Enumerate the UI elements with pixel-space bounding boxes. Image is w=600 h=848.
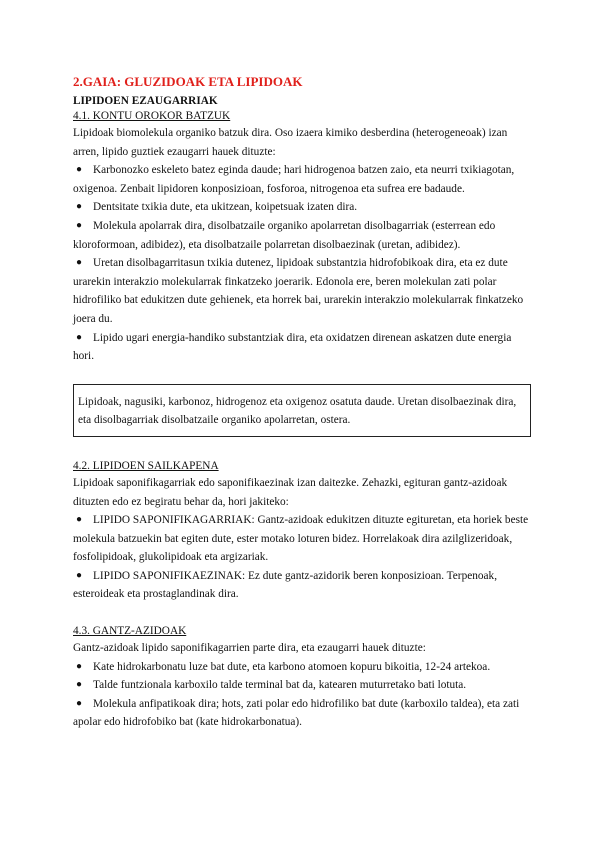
topic-subtitle: LIPIDOEN EZAUGARRIAK xyxy=(73,95,218,107)
section-intro-classification: Lipidoak saponifikagarriak edo saponifikaezinak izan daitezke. Zehazki, egituran gantz-azidoak dituzten edo ez begiratu behar da, hori jakiteko: xyxy=(73,476,508,508)
list-item: ● Talde funtzionala karboxilo talde terminal bat da, katearen muturretako bati lotuta. xyxy=(73,676,529,695)
section-heading-general: 4.1. KONTU OROKOR BATZUK xyxy=(73,110,231,122)
list-item: ● Molekula apolarrak dira, disolbatzaile organiko apolarretan disolbagarriak (esterrean edo kloroformoan, adibidez), eta disolbatzaile polarretan disolbaezinak (uretan, adibidez). xyxy=(73,217,529,254)
bullet-icon: ● xyxy=(76,569,83,581)
bullet-icon: ● xyxy=(76,257,83,269)
list-item: ● Karbonozko eskeleto batez eginda daude; hari hidrogenoa batzen zaio, eta neurri txikiagotan, oxigenoa. Zenbait lipidoren konposizioan, fosforoa, nitrogenoa eta sufrea ere badaude. xyxy=(73,161,529,198)
bullet-list-classification xyxy=(73,511,529,604)
summary-box: Lipidoak, nagusiki, karbonoz, hidrogenoz eta oxigenoz osatuta daude. Uretan disolbaezinak dira, eta disolbagarriak disolbatzaile organiko apolarretan, ostera. xyxy=(73,384,531,437)
bullet-icon: ● xyxy=(76,201,83,213)
bullet-icon: ● xyxy=(76,660,83,672)
list-item: ● Lipido ugari energia-handiko substantziak dira, eta oxidatzen direnean askatzen dute energia hori. xyxy=(73,329,529,366)
list-item: ● LIPIDO SAPONIFIKAGARRIAK: Gantz-azidoak edukitzen dituzte egituretan, eta horiek beste molekula batzuekin bat egiten dute, ester motako loturen bidez. Horrelakoak dira azilglizeridoak, fosfolipidoak, glukolipidoak eta argizariak. xyxy=(73,511,529,567)
bullet-list-general xyxy=(73,161,529,366)
chapter-title: 2.GAIA: GLUZIDOAK ETA LIPIDOAK xyxy=(73,74,303,89)
bullet-icon: ● xyxy=(76,164,83,176)
list-item: ● Molekula anfipatikoak dira; hots, zati polar edo hidrofiliko bat dute (karboxilo taldea), eta zati apolar edo hidrofobiko bat (kate hidrokarbonatua). xyxy=(73,695,529,732)
bullet-list-fatty-acids xyxy=(73,658,529,732)
list-item: ● Dentsitate txikia dute, eta ukitzean, koipetsuak izaten dira. xyxy=(73,198,529,217)
bullet-icon: ● xyxy=(76,331,83,343)
bullet-icon: ● xyxy=(76,219,83,231)
spacer xyxy=(73,604,529,624)
list-item: ● Uretan disolbagarritasun txikia dutenez, lipidoak substantzia hidrofobikoak dira, eta ez dute urarekin interakzio molekularrak finkatzeko joerarik. Edonola ere, beren molekulan zati polar hidrofiliko bat edukitzen dute gehienek, eta horrek bai, urarekin interakzio molekularrak finkatzeko joera du. xyxy=(73,254,529,328)
spacer xyxy=(73,437,529,459)
document-content xyxy=(73,74,529,732)
list-item: ● LIPIDO SAPONIFIKAEZINAK: Ez dute gantz-azidorik beren konposizioan. Terpenoak, esteroideak eta prostaglandinak dira. xyxy=(73,567,529,604)
bullet-icon: ● xyxy=(76,697,83,709)
section-heading-fatty-acids: 4.3. GANTZ-AZIDOAK xyxy=(73,625,187,638)
section-heading-classification: 4.2. LIPIDOEN SAILKAPENA xyxy=(73,459,219,472)
list-item: ● Kate hidrokarbonatu luze bat dute, eta karbono atomoen kopuru bikoitia, 12-24 artekoa. xyxy=(73,658,529,677)
bullet-icon: ● xyxy=(76,514,83,526)
section-intro-general: Lipidoak biomolekula organiko batzuk dira. Oso izaera kimiko desberdina (heterogeneoak) izan arren, lipido guztiek ezaugarri hauek dituzte: xyxy=(73,127,508,158)
bullet-icon: ● xyxy=(76,679,83,691)
section-intro-fatty-acids: Gantz-azidoak lipido saponifikagarrien parte dira, eta ezaugarri hauek dituzte: xyxy=(73,642,426,655)
